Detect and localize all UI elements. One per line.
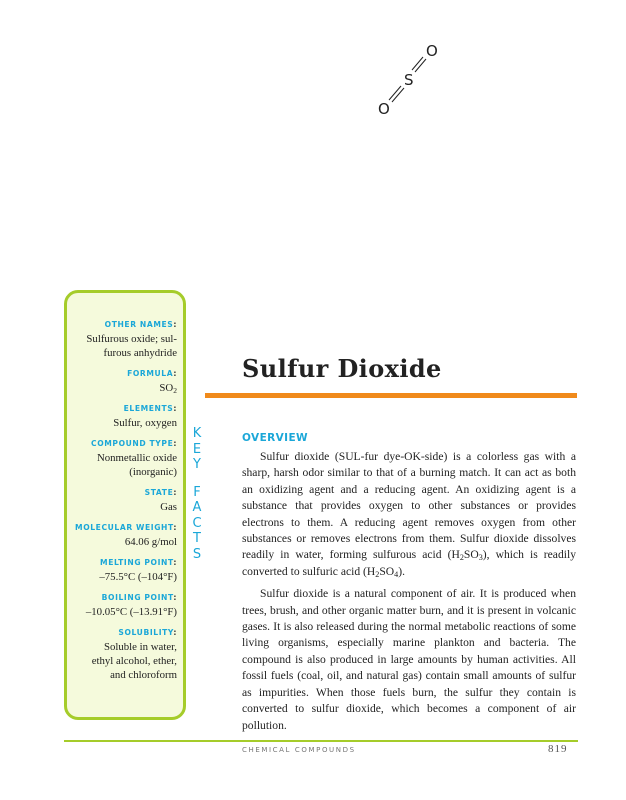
oxygen-atom: O	[426, 42, 438, 60]
page-number: 819	[548, 743, 568, 755]
key-fact-value: Soluble in water, ethyl alcohol, ether, and chloroform	[91, 641, 177, 681]
key-fact-value: 64.06 g/mol	[124, 536, 177, 548]
key-fact-value: Nonmetallic oxide (inorganic)	[96, 452, 177, 478]
key-fact-label: MELTING POINT:	[100, 558, 177, 567]
sulfur-atom: S	[404, 71, 414, 89]
key-fact-value: –75.5°C (–104°F)	[99, 571, 177, 583]
footer-divider	[64, 740, 578, 742]
key-facts-box	[64, 290, 186, 720]
key-fact-value: Sulfur, oxygen	[113, 417, 177, 429]
key-fact-value: Sulfurous oxide; sul- furous anhydride	[86, 333, 177, 359]
double-bond-line	[415, 59, 426, 72]
key-fact-label: STATE:	[144, 488, 177, 497]
key-fact-label: ELEMENTS:	[123, 404, 177, 413]
key-fact-label: SOLUBILITY:	[118, 628, 177, 637]
sulfur-dioxide-structure	[360, 36, 450, 126]
key-fact-label: OTHER NAMES:	[104, 320, 177, 329]
article-body	[242, 449, 576, 740]
section-heading: OVERVIEW	[242, 432, 309, 444]
key-fact-label: FORMULA:	[127, 369, 177, 378]
key-fact-label: MOLECULAR WEIGHT:	[75, 523, 177, 532]
key-fact-label: COMPOUND TYPE:	[91, 439, 177, 448]
footer-book-title: CHEMICAL COMPOUNDS	[242, 746, 356, 754]
paragraph: Sulfur dioxide is a natural component of air. It is produced when trees, brush, and other organic matter burn, and it is present in volcanic gases. It is also released during the normal metabolic reactions of some living organisms, especially marine plankton and bacteria. The compound is also produced in large amounts by human activities. All fossil fuels (coal, oil, and natural gas) contain small amounts of sulfur as impurities. When those fuels burn, the sulfur they contain is converted to sulfur dioxide, which becomes a component of air pollution.	[242, 587, 576, 732]
oxygen-atom: O	[378, 100, 390, 118]
page-title: Sulfur Dioxide	[242, 354, 442, 383]
double-bond-line	[412, 57, 423, 70]
key-fact-label: BOILING POINT:	[101, 593, 177, 602]
paragraph: Sulfur dioxide (SUL-fur dye-OK-side) is a colorless gas with a sharp, harsh odor similar to that of a burning match. It can act as both an oxidizing agent and a reducing agent. An oxidizing agent is a substance that provides oxygen to other substances or provides electrons to them. A reducing agent removes oxygen from other substances or removes electrons from them. Sulfur dioxide dissolves readily in water, forming sulfurous acid $(H_2SO_3)$, which is readily converted to sulfuric acid $(H_2SO_4)$.	[242, 450, 576, 579]
key-fact-value: Gas	[160, 501, 177, 513]
formula-value: $SO_2$	[159, 382, 177, 395]
key-facts-vertical-label: K E Y F A C T S	[192, 426, 202, 562]
title-divider	[205, 393, 577, 398]
key-fact-value: –10.05°C (–13.91°F)	[85, 606, 177, 618]
